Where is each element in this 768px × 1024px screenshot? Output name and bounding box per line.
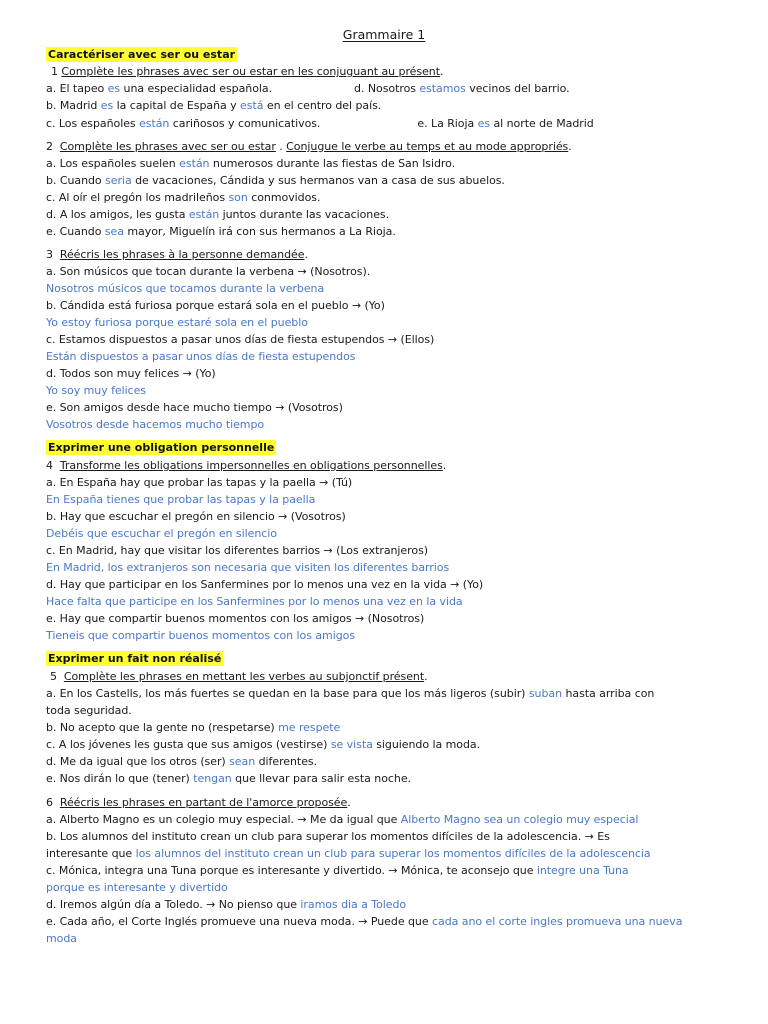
ex3-answer-c: Están dispuestos a pasar unos días de fiesta estupendos xyxy=(46,350,356,363)
answer: integre una Tuna xyxy=(536,864,629,877)
page-title: Grammaire 1 xyxy=(342,27,426,42)
ex1-number: 1 xyxy=(51,65,58,78)
answer: están xyxy=(188,208,220,221)
ex6-number: 6 xyxy=(46,796,53,809)
answer: cada ano el corte ingles promueva una nueva xyxy=(432,915,683,928)
ex6-line-e-cont: moda xyxy=(46,932,77,945)
ex4-answer-c: En Madrid, los extranjeros son necesaria que visiten los diferentes barrios xyxy=(46,561,450,574)
ex4-question-e: e. Hay que compartir buenos momentos con los amigos → (Nosotros) xyxy=(46,612,425,625)
ex6-line-c-cont: porque es interesante y divertido xyxy=(46,881,228,894)
ex3-answer-d: Yo soy muy felices xyxy=(46,384,147,397)
ex2-line-c: c. Al oír el pregón los madrileños son conmovidos. xyxy=(46,191,321,204)
ex3-answer-b: Yo estoy furiosa porque estaré sola en el pueblo xyxy=(46,316,308,329)
ex6-line-c: c. Mónica, integra una Tuna porque es interesante y divertido. → Mónica, te aconsejo que integre una Tuna xyxy=(46,864,629,877)
answer: estamos xyxy=(419,82,466,95)
ex5-line-a-cont: toda seguridad. xyxy=(46,704,132,717)
answer: sean xyxy=(229,755,256,768)
answer: sea xyxy=(104,225,124,238)
ex3-answer-a: Nosotros músicos que tocamos durante la verbena xyxy=(46,282,325,295)
ex5-line-e: e. Nos dirán lo que (tener) tengan que llevar para salir esta noche. xyxy=(46,772,411,785)
ex5-line-c: c. A los jóvenes les gusta que sus amigos (vestirse) se vista siguiendo la moda. xyxy=(46,738,481,751)
answer: seria xyxy=(105,174,132,187)
answer: Alberto Magno sea un colegio muy especial xyxy=(400,813,639,826)
ex3-question-e: e. Son amigos desde hace mucho tiempo → (Vosotros) xyxy=(46,401,343,414)
ex3-answer-e: Vosotros desde hacemos mucho tiempo xyxy=(46,418,265,431)
ex5-instruction: 5 Complète les phrases en mettant les verbes au subjonctif présent. xyxy=(46,668,750,685)
section-heading-non-realise: Exprimer un fait non réalisé xyxy=(48,652,222,665)
ex4-question-d: d. Hay que participar en los Sanfermines por lo menos una vez en la vida → (Yo) xyxy=(46,578,484,591)
ex2-instruction: 2 Complète les phrases avec ser ou estar . Conjugue le verbe au temps et au mode appropriés. xyxy=(46,140,572,153)
ex6-line-b-cont: interesante que los alumnos del instituto crean un club para superar los momentos difíciles de la adolescencia xyxy=(46,847,651,860)
ex5-line-a: a. En los Castells, los más fuertes se quedan en la base para que los más ligeros (subir) suban hasta arriba con xyxy=(46,687,655,700)
ex6-line-d: d. Iremos algún día a Toledo. → No pienso que iramos dia a Toledo xyxy=(46,898,407,911)
ex4-answer-b: Debéis que escuchar el pregón en silencio xyxy=(46,527,277,540)
ex3-instruction: 3 Réécris les phrases à la personne demandée. xyxy=(46,248,308,261)
ex4-question-c: c. En Madrid, hay que visitar los diferentes barrios → (Los extranjeros) xyxy=(46,544,428,557)
answer: están xyxy=(139,117,170,130)
ex3-question-d: d. Todos son muy felices → (Yo) xyxy=(46,367,216,380)
ex2-line-e: e. Cuando sea mayor, Miguelín irá con sus hermanos a La Rioja. xyxy=(46,225,396,238)
section-heading-ser-estar: Caractériser avec ser ou estar xyxy=(48,48,236,61)
ex6-line-e: e. Cada año, el Corte Inglés promueve una nueva moda. → Puede que cada ano el corte ingles promueva una nueva xyxy=(46,915,683,928)
section-heading-obligation: Exprimer une obligation personnelle xyxy=(48,441,275,454)
ex6-instruction: 6 Réécris les phrases en partant de l'amorce proposée. xyxy=(46,796,351,809)
ex2-line-a: a. Los españoles suelen están numerosos durante las fiestas de San Isidro. xyxy=(46,157,456,170)
ex3-question-c: c. Estamos dispuestos a pasar unos días de fiesta estupendos → (Ellos) xyxy=(46,333,435,346)
answer: iramos dia a Toledo xyxy=(300,898,407,911)
ex1-line-b: b. Madrid es la capital de España y está en el centro del país. xyxy=(46,99,382,112)
ex1-instruction-text: Complète les phrases avec ser ou estar en les conjuguant au présent xyxy=(61,65,440,78)
answer: me respete xyxy=(278,721,341,734)
answer: son xyxy=(228,191,248,204)
answer: es xyxy=(477,117,491,130)
ex6-line-b: b. Los alumnos del instituto crean un club para superar los momentos difíciles de la adolescencia. → Es xyxy=(46,830,610,843)
answer: tengan xyxy=(193,772,232,785)
ex2-number: 2 xyxy=(46,140,53,153)
answer: se vista xyxy=(330,738,373,751)
ex4-question-a: a. En España hay que probar las tapas y la paella → (Tú) xyxy=(46,476,353,489)
ex4-question-b: b. Hay que escuchar el pregón en silencio → (Vosotros) xyxy=(46,510,346,523)
ex1-instruction: 1 Complète les phrases avec ser ou estar en les conjuguant au présent. xyxy=(46,63,750,80)
ex6-line-a: a. Alberto Magno es un colegio muy especial. → Me da igual que Alberto Magno sea un colegio muy especial xyxy=(46,813,639,826)
answer: está xyxy=(240,99,264,112)
ex1-line-a-d: a. El tapeo es una especialidad española. d. Nosotros estamos vecinos del barrio. xyxy=(46,82,570,95)
ex4-number: 4 xyxy=(46,459,53,472)
ex5-line-d: d. Me da igual que los otros (ser) sean diferentes. xyxy=(46,755,318,768)
ex5-line-b: b. No acepto que la gente no (respetarse) me respete xyxy=(46,721,341,734)
ex3-question-b: b. Cándida está furiosa porque estará sola en el pueblo → (Yo) xyxy=(46,299,385,312)
answer: suban xyxy=(528,687,563,700)
answer: es xyxy=(107,82,121,95)
answer: es xyxy=(100,99,114,112)
ex5-number: 5 xyxy=(50,670,57,683)
ex4-answer-a: En España tienes que probar las tapas y la paella xyxy=(46,493,316,506)
ex4-instruction: 4 Transforme les obligations impersonnelles en obligations personnelles. xyxy=(46,459,447,472)
answer: los alumnos del instituto crean un club para superar los momentos difíciles de la adolescencia xyxy=(135,847,651,860)
ex3-number: 3 xyxy=(46,248,53,261)
ex1-line-c-e: c. Los españoles están cariñosos y comunicativos. e. La Rioja es al norte de Madrid xyxy=(46,117,594,130)
ex2-line-b: b. Cuando seria de vacaciones, Cándida y sus hermanos van a casa de sus abuelos. xyxy=(46,174,505,187)
ex4-answer-e: Tieneis que compartir buenos momentos con los amigos xyxy=(46,629,356,642)
ex3-question-a: a. Son músicos que tocan durante la verbena → (Nosotros). xyxy=(46,265,371,278)
answer: están xyxy=(179,157,210,170)
ex4-answer-d: Hace falta que participe en los Sanfermines por lo menos una vez en la vida xyxy=(46,595,463,608)
ex2-line-d: d. A los amigos, les gusta están juntos durante las vacaciones. xyxy=(46,208,390,221)
